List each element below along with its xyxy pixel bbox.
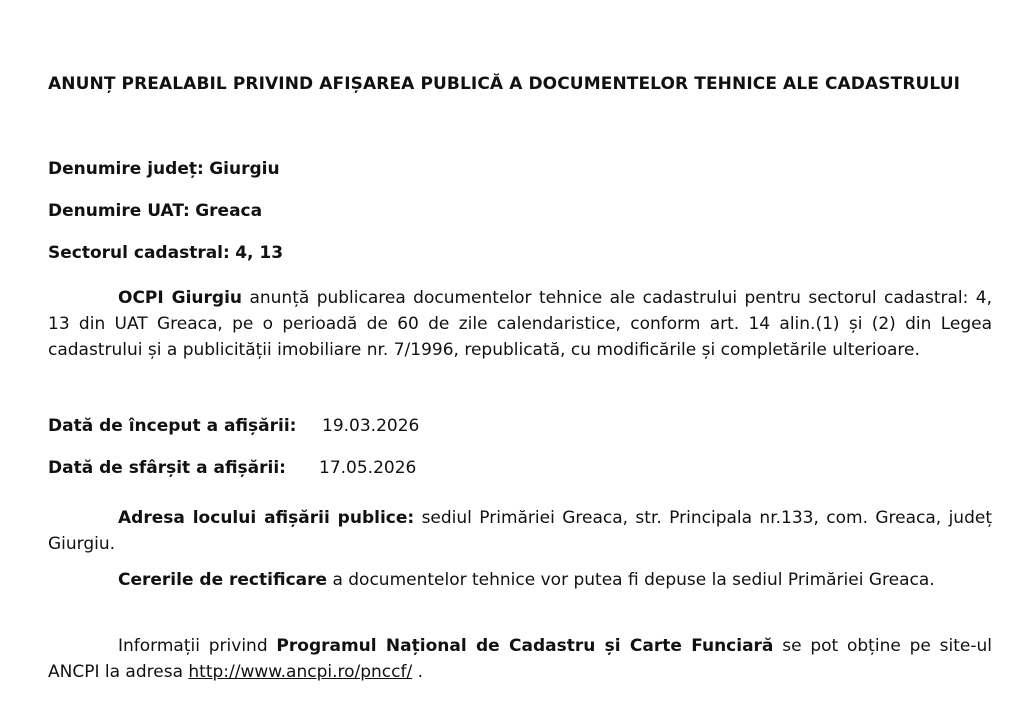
uat-value: Greaca — [195, 201, 263, 221]
rectification-paragraph — [48, 567, 992, 593]
end-date-label: Dată de sfârșit a afișării: — [48, 458, 286, 478]
ancpi-link[interactable]: http://www.ancpi.ro/pnccf/ — [188, 662, 413, 682]
sector-field — [48, 243, 283, 263]
county-label: Denumire județ: — [48, 159, 204, 179]
announcement-paragraph — [48, 285, 992, 363]
start-date-label: Dată de început a afișării: — [48, 416, 297, 436]
county-field — [48, 159, 280, 179]
county-value: Giurgiu — [209, 159, 280, 179]
address-text: sediul Primăriei Greaca, str. Principala nr.133, com. Greaca, județ Giurgiu. — [48, 508, 993, 554]
info-suffix: . — [417, 662, 424, 682]
announcement-org: OCPI Giurgiu — [118, 288, 243, 308]
info-paragraph — [48, 633, 992, 685]
announcement-text: anunță publicarea documentelor tehnice ale cadastrului pentru sectorul cadastral: 4, 13 din UAT Greaca, pe o perioadă de 60 de zile calendaristice, conform art. 14 alin.(1) și (2) din Legea cadastrului și a publicității imobiliare nr. 7/1996, republicată, cu modificările și completările ulterioare. — [48, 288, 993, 360]
rectification-lead: Cererile de rectificare — [118, 570, 328, 590]
end-date-row — [48, 458, 417, 478]
start-date-value: 19.03.2026 — [322, 416, 420, 436]
sector-value: 4, 13 — [235, 243, 284, 263]
start-date-row — [48, 416, 420, 436]
address-label: Adresa locului afișării publice: — [118, 508, 415, 528]
rectification-text: a documentelor tehnice vor putea fi depuse la sediul Primăriei Greaca. — [332, 570, 935, 590]
info-middle: se pot obține pe site-ul ANCPI la adresa — [48, 636, 992, 682]
program-name: Programul Național de Cadastru și Carte Funciară — [276, 636, 774, 656]
sector-label: Sectorul cadastral: — [48, 243, 230, 263]
end-date-value: 17.05.2026 — [319, 458, 417, 478]
page-title: ANUNȚ PREALABIL PRIVIND AFIȘAREA PUBLICĂ A DOCUMENTELOR TEHNICE ALE CADASTRULUI — [48, 74, 961, 94]
address-paragraph — [48, 505, 992, 557]
info-prefix: Informații privind — [118, 636, 268, 656]
uat-field — [48, 201, 262, 221]
uat-label: Denumire UAT: — [48, 201, 190, 221]
